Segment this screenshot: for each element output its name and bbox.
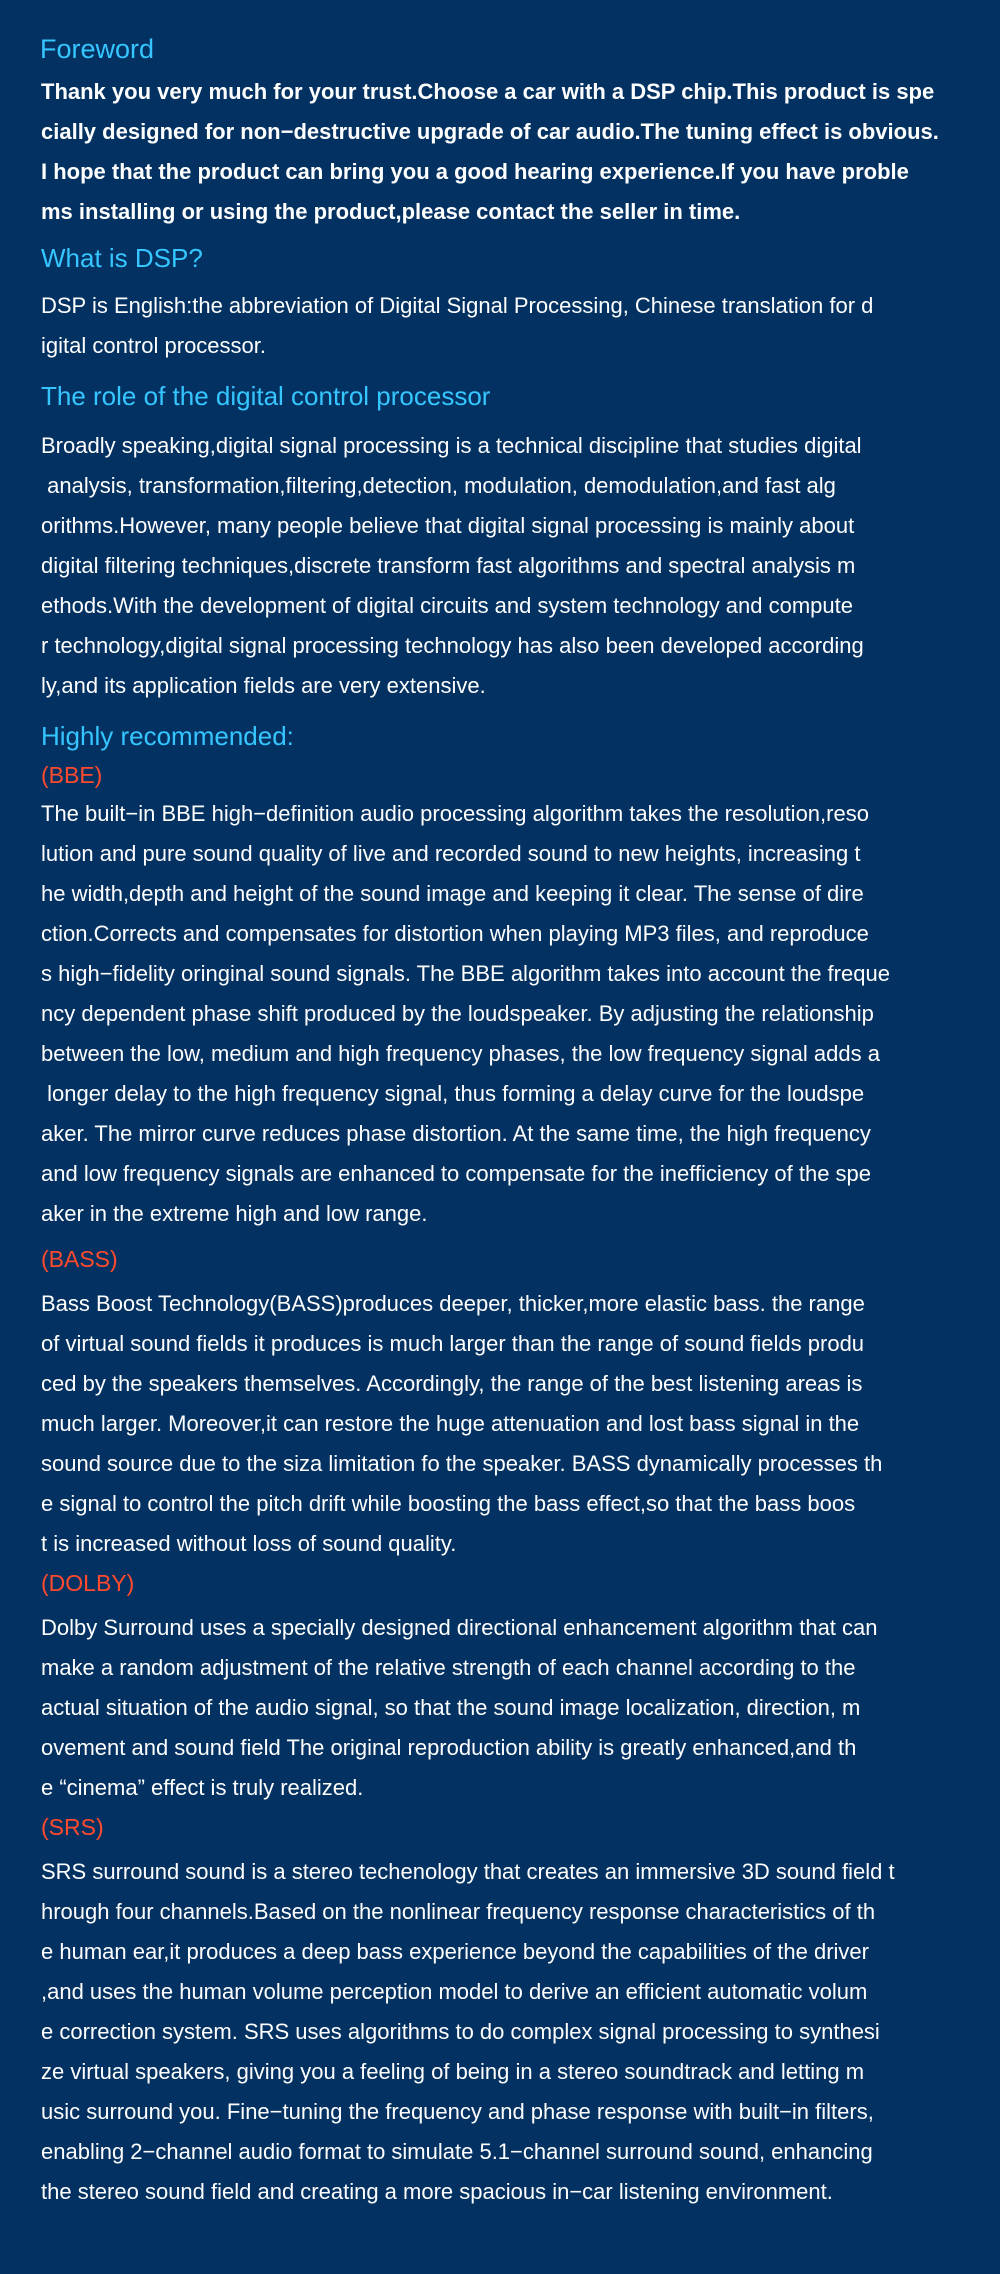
srs-line: ze virtual speakers, giving you a feeling of being in a stereo soundtrack and letting m	[41, 2059, 865, 2084]
srs-title: (SRS)	[41, 1814, 104, 1840]
bass-title: (BASS)	[41, 1246, 118, 1272]
bbe-line: aker. The mirror curve reduces phase distortion. At the same time, the high frequency	[41, 1121, 871, 1146]
what-is-dsp-line: igital control processor.	[41, 333, 266, 358]
bbe-line: s high−fidelity oringinal sound signals. The BBE algorithm takes into account the freque	[41, 961, 890, 986]
bbe-line: ction.Corrects and compensates for distortion when playing MP3 files, and reproduce	[41, 921, 869, 946]
bass-line: e signal to control the pitch drift while boosting the bass effect,so that the bass boos	[41, 1491, 856, 1516]
srs-line: e correction system. SRS uses algorithms to do complex signal processing to synthesi	[41, 2019, 880, 2044]
foreword-title: Foreword	[40, 34, 155, 64]
srs-line: usic surround you. Fine−tuning the frequency and phase response with built−in filters,	[41, 2099, 874, 2124]
srs-line: enabling 2−channel audio format to simulate 5.1−channel surround sound, enhancing	[41, 2139, 873, 2164]
bass-line: sound source due to the siza limitation fo the speaker. BASS dynamically processes th	[41, 1451, 883, 1476]
role-line: digital filtering techniques,discrete transform fast algorithms and spectral analysis m	[41, 553, 856, 578]
bass-line: of virtual sound fields it produces is much larger than the range of sound fields produ	[41, 1331, 865, 1356]
srs-line: e human ear,it produces a deep bass experience beyond the capabilities of the driver	[41, 1939, 869, 1964]
what-is-dsp-title: What is DSP?	[41, 243, 203, 273]
bbe-line: lution and pure sound quality of live and recorded sound to new heights, increasing t	[41, 841, 861, 866]
highly-recommended-title: Highly recommended:	[41, 721, 294, 751]
bass-line: t is increased without loss of sound quality.	[41, 1531, 457, 1556]
bbe-line: and low frequency signals are enhanced to compensate for the inefficiency of the spe	[41, 1161, 872, 1186]
srs-line: hrough four channels.Based on the nonlinear frequency response characteristics of th	[41, 1899, 876, 1924]
bbe-line: longer delay to the high frequency signal, thus forming a delay curve for the loudspe	[41, 1081, 865, 1106]
bbe-line: he width,depth and height of the sound image and keeping it clear. The sense of dire	[41, 881, 864, 906]
bbe-line: The built−in BBE high−definition audio processing algorithm takes the resolution,reso	[41, 801, 869, 826]
role-line: ethods.With the development of digital circuits and system technology and compute	[41, 593, 854, 618]
bass-line: ced by the speakers themselves. Accordingly, the range of the best listening areas is	[41, 1371, 863, 1396]
foreword-line: I hope that the product can bring you a good hearing experience.If you have proble	[41, 159, 909, 184]
dolby-title: (DOLBY)	[41, 1570, 135, 1596]
bass-line: Bass Boost Technology(BASS)produces deeper, thicker,more elastic bass. the range	[41, 1291, 865, 1316]
what-is-dsp-line: DSP is English:the abbreviation of Digital Signal Processing, Chinese translation for d	[41, 293, 874, 318]
dolby-line: ovement and sound field The original reproduction ability is greatly enhanced,and th	[41, 1735, 857, 1760]
bbe-line: ncy dependent phase shift produced by the loudspeaker. By adjusting the relationship	[41, 1001, 874, 1026]
bass-line: much larger. Moreover,it can restore the huge attenuation and lost bass signal in the	[41, 1411, 860, 1436]
role-title: The role of the digital control processor	[41, 381, 491, 411]
foreword-line: ms installing or using the product,please contact the seller in time.	[41, 199, 741, 224]
role-line: ly,and its application fields are very extensive.	[41, 673, 486, 698]
role-line: r technology,digital signal processing technology has also been developed according	[41, 633, 864, 658]
dolby-line: actual situation of the audio signal, so that the sound image localization, direction, m	[41, 1695, 861, 1720]
role-line: Broadly speaking,digital signal processing is a technical discipline that studies digital	[41, 433, 862, 458]
dolby-line: Dolby Surround uses a specially designed directional enhancement algorithm that can	[41, 1615, 878, 1640]
srs-line: the stereo sound field and creating a more spacious in−car listening environment.	[41, 2179, 833, 2204]
srs-line: ,and uses the human volume perception model to derive an efficient automatic volum	[41, 1979, 868, 2004]
bbe-line: aker in the extreme high and low range.	[41, 1201, 428, 1226]
bbe-line: between the low, medium and high frequency phases, the low frequency signal adds a	[41, 1041, 880, 1066]
srs-line: SRS surround sound is a stereo techenology that creates an immersive 3D sound field t	[41, 1859, 895, 1884]
dolby-line: make a random adjustment of the relative strength of each channel according to the	[41, 1655, 856, 1680]
foreword-line: cially designed for non−destructive upgrade of car audio.The tuning effect is obvious.	[41, 119, 939, 144]
bbe-title: (BBE)	[41, 762, 103, 788]
dolby-line: e “cinema” effect is truly realized.	[41, 1775, 364, 1800]
role-line: analysis, transformation,filtering,detection, modulation, demodulation,and fast alg	[41, 473, 836, 498]
role-line: orithms.However, many people believe that digital signal processing is mainly about	[41, 513, 855, 538]
foreword-line: Thank you very much for your trust.Choose a car with a DSP chip.This product is spe	[41, 79, 935, 104]
